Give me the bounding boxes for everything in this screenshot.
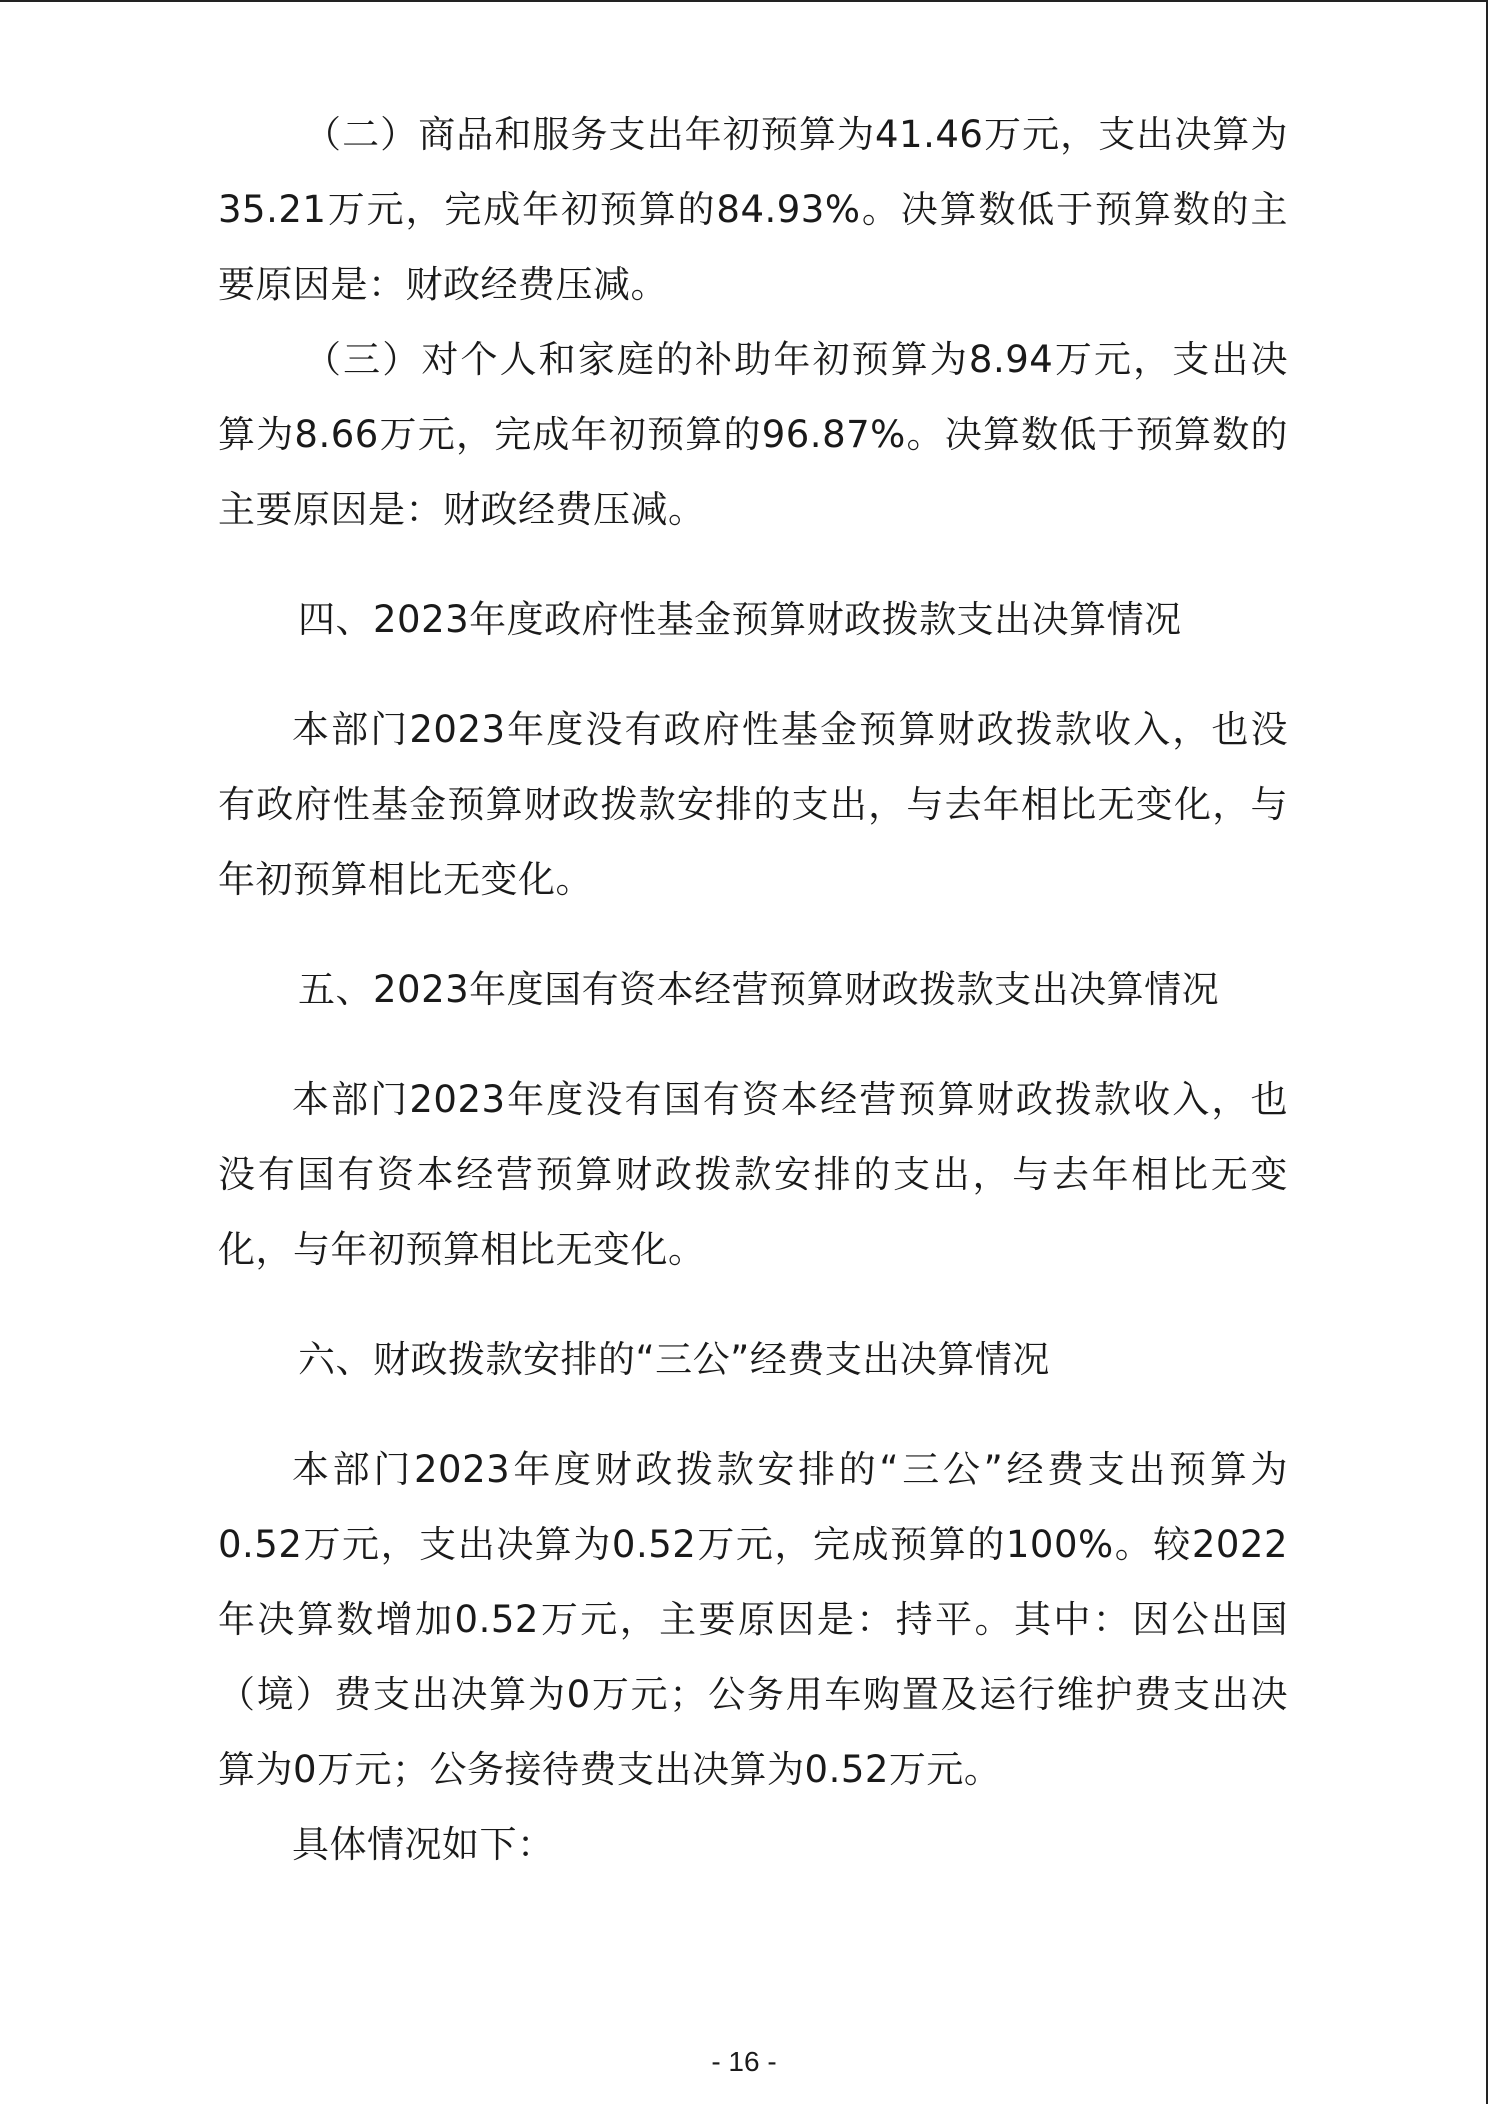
page-number: - 16 - bbox=[711, 2046, 777, 2077]
spacer bbox=[218, 917, 1288, 952]
paragraph-details-follow: 具体情况如下： bbox=[292, 1823, 555, 1866]
paragraph-goods-services: （二）商品和服务支出年初预算为41.46万元，支出决算为35.21万元，完成年初预算的84.93%。决算数低于预算数的主要原因是：财政经费压减。 bbox=[218, 113, 1288, 306]
spacer bbox=[218, 1027, 1288, 1062]
document-body bbox=[218, 97, 1288, 1882]
section-heading-government-fund: 四、2023年度政府性基金预算财政拨款支出决算情况 bbox=[298, 598, 1182, 641]
spacer bbox=[218, 1397, 1288, 1432]
paragraph-household-subsidy: （三）对个人和家庭的补助年初预算为8.94万元，支出决算为8.66万元，完成年初预算的96.87%。决算数低于预算数的主要原因是：财政经费压减。 bbox=[218, 338, 1288, 531]
spacer bbox=[218, 657, 1288, 692]
spacer bbox=[218, 547, 1288, 582]
section-heading-three-public: 六、财政拨款安排的“三公”经费支出决算情况 bbox=[298, 1338, 1050, 1381]
paragraph-state-capital: 本部门2023年度没有国有资本经营预算财政拨款收入，也没有国有资本经营预算财政拨款安排的支出，与去年相比无变化，与年初预算相比无变化。 bbox=[218, 1078, 1288, 1271]
paragraph-three-public: 本部门2023年度财政拨款安排的“三公”经费支出预算为0.52万元，支出决算为0.52万元，完成预算的100%。较2022年决算数增加0.52万元，主要原因是：持平。其中：因公出国（境）费支出决算为0万元；公务用车购置及运行维护费支出决算为0万元；公务接待费支出决算为0.52万元。 bbox=[218, 1448, 1288, 1791]
section-heading-state-capital: 五、2023年度国有资本经营预算财政拨款支出决算情况 bbox=[298, 968, 1220, 1011]
spacer bbox=[218, 1287, 1288, 1322]
paragraph-government-fund: 本部门2023年度没有政府性基金预算财政拨款收入，也没有政府性基金预算财政拨款安排的支出，与去年相比无变化，与年初预算相比无变化。 bbox=[218, 708, 1288, 901]
